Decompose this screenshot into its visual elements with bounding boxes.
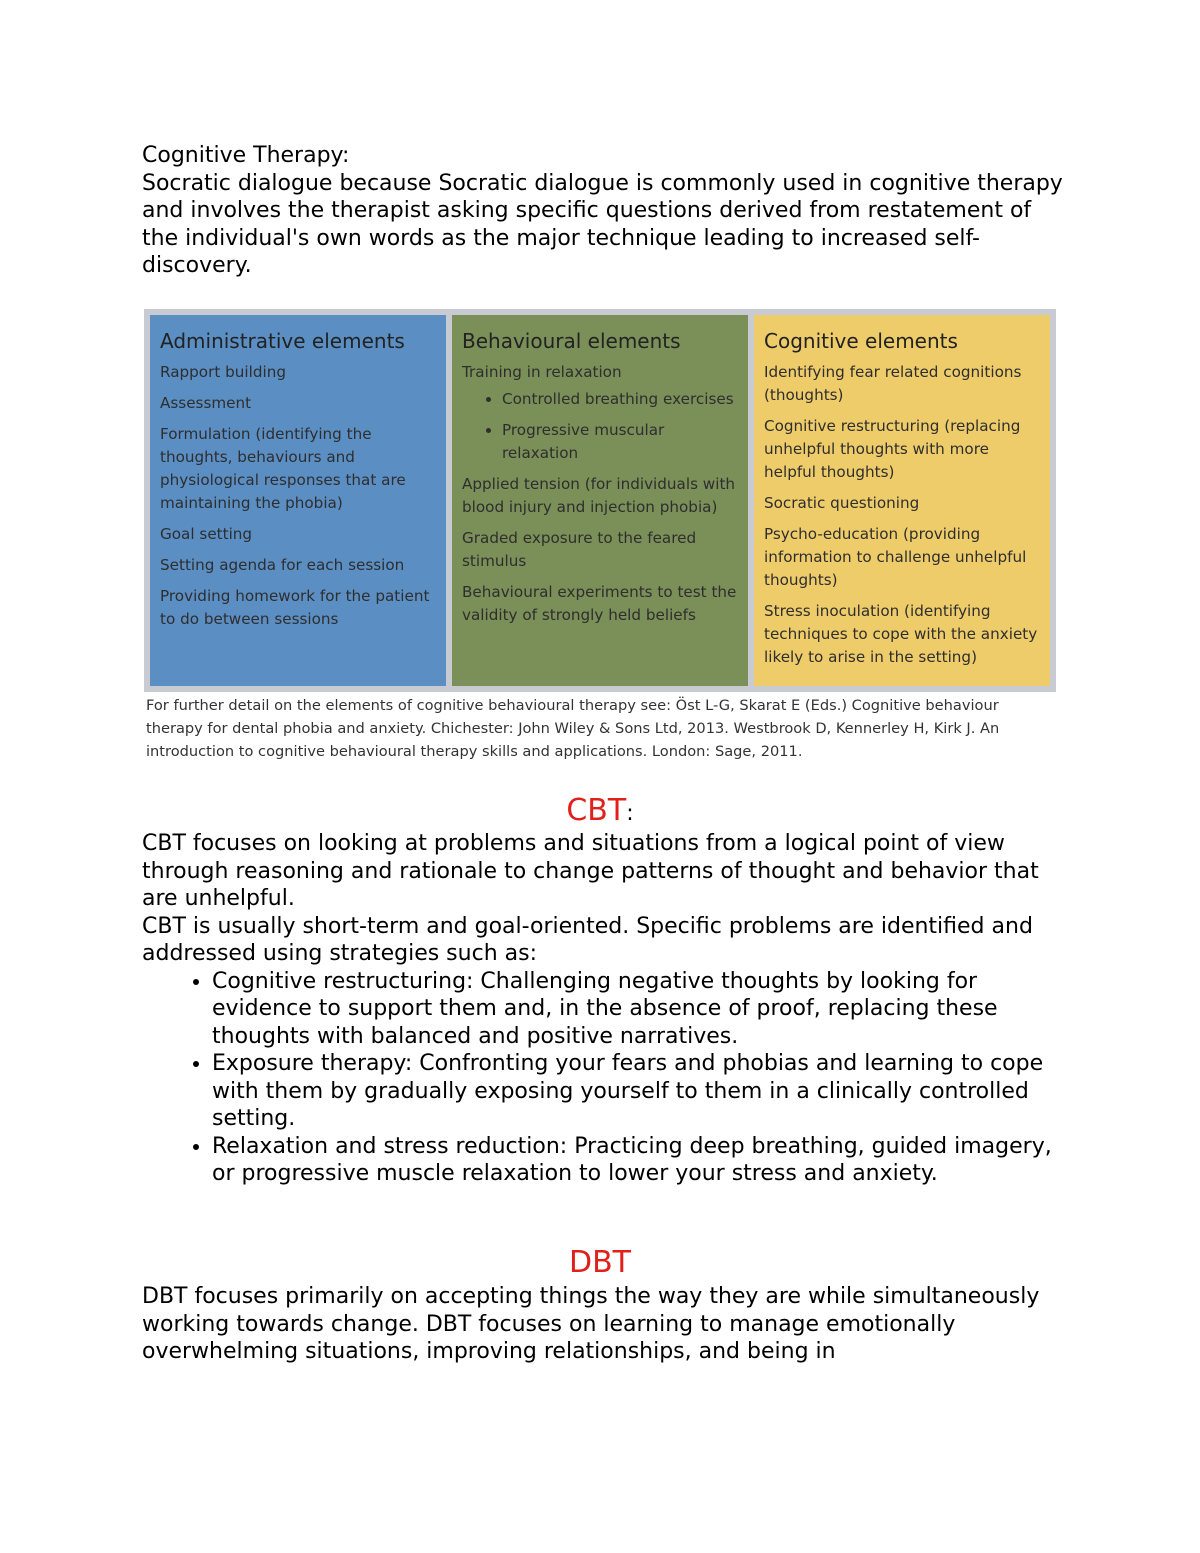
administrative-elements-column [150,315,446,686]
behavioural-item: Applied tension (for individuals with blood injury and injection phobia) [462,475,736,516]
administrative-item: Goal setting [160,525,253,543]
dbt-paragraph: DBT focuses primarily on accepting things the way they are while simultaneously working towards change. DBT focuses on learning to manage emotionally overwhelming situations, improving relationships, and being in [142,1284,1040,1364]
dbt-heading: DBT [568,1245,631,1280]
cognitive-item: Identifying fear related cognitions (thoughts) [764,363,1022,404]
intro-section [142,142,1072,280]
cbt-paragraph: CBT focuses on looking at problems and situations from a logical point of view through reasoning and rationale to change patterns of thought and behavior that are unhelpful. [142,831,1039,911]
intro-text: Socratic dialogue because Socratic dialogue is commonly used in cognitive therapy and involves the therapist asking specific questions derived from restatement of the individual's own words as the major technique leading to increased self-discovery. [142,170,1063,278]
cbt-elements-figure [144,309,1056,692]
cbt-strategy-list [142,968,1072,1188]
cognitive-item: Stress inoculation (identifying techniques to cope with the anxiety likely to arise in the setting) [764,602,1038,666]
cognitive-item: Socratic questioning [764,494,920,512]
behavioural-item: Graded exposure to the feared stimulus [462,529,697,570]
cognitive-item: Psycho-education (providing information to challenge unhelpful thoughts) [764,525,1027,589]
cognitive-item: Cognitive restructuring (replacing unhelpful thoughts with more helpful thoughts) [764,417,1021,481]
behavioural-bullet-list [462,388,740,465]
cbt-heading-colon: : [626,801,634,826]
intro-heading: Cognitive Therapy: [142,143,350,168]
administrative-item: Setting agenda for each session [160,556,405,574]
administrative-title: Administrative elements [160,329,405,353]
cbt-heading [0,793,1200,832]
administrative-item: Formulation (identifying the thoughts, behaviours and physiological responses that are maintaining the phobia) [160,425,406,512]
administrative-item: Assessment [160,394,252,412]
cbt-strategy-item: • Cognitive restructuring: Challenging negative thoughts by looking for evidence to support them and, in the absence of proof, replacing these thoughts with balanced and positive narratives. [212,968,1072,1051]
cognitive-title: Cognitive elements [764,329,958,353]
administrative-item: Providing homework for the patient to do between sessions [160,587,430,628]
cognitive-elements-column [754,315,1050,686]
administrative-item: Rapport building [160,363,286,381]
cbt-heading-text: CBT [566,793,627,828]
cbt-paragraph: CBT is usually short-term and goal-oriented. Specific problems are identified and addressed using strategies such as: [142,913,1033,966]
behavioural-intro: Training in relaxation [462,363,622,381]
behavioural-item: Behavioural experiments to test the validity of strongly held beliefs [462,583,737,624]
cbt-section [142,830,1072,1188]
cbt-strategy-item: • Exposure therapy: Confronting your fears and phobias and learning to cope with them by gradually exposing yourself to them in a clinically controlled setting. [212,1050,1072,1133]
dbt-section [142,1283,1072,1366]
cbt-strategy-item: • Relaxation and stress reduction: Practicing deep breathing, guided imagery, or progressive muscle relaxation to lower your stress and anxiety. [212,1133,1072,1188]
figure-caption: For further detail on the elements of cognitive behavioural therapy see: Öst L-G, Skarat E (Eds.) Cognitive behaviour therapy for dental phobia and anxiety. Chichester: John Wiley & Sons Ltd, 2013. Westbrook D, Kennerley H, Kirk J. An introduction to cognitive behavioural therapy skills and applications. London: Sage, 2011. [146,697,1000,760]
behavioural-bullet: • Progressive muscular relaxation [502,419,740,465]
behavioural-elements-column [452,315,748,686]
behavioural-bullet: • Controlled breathing exercises [502,388,740,411]
behavioural-title: Behavioural elements [462,329,681,353]
